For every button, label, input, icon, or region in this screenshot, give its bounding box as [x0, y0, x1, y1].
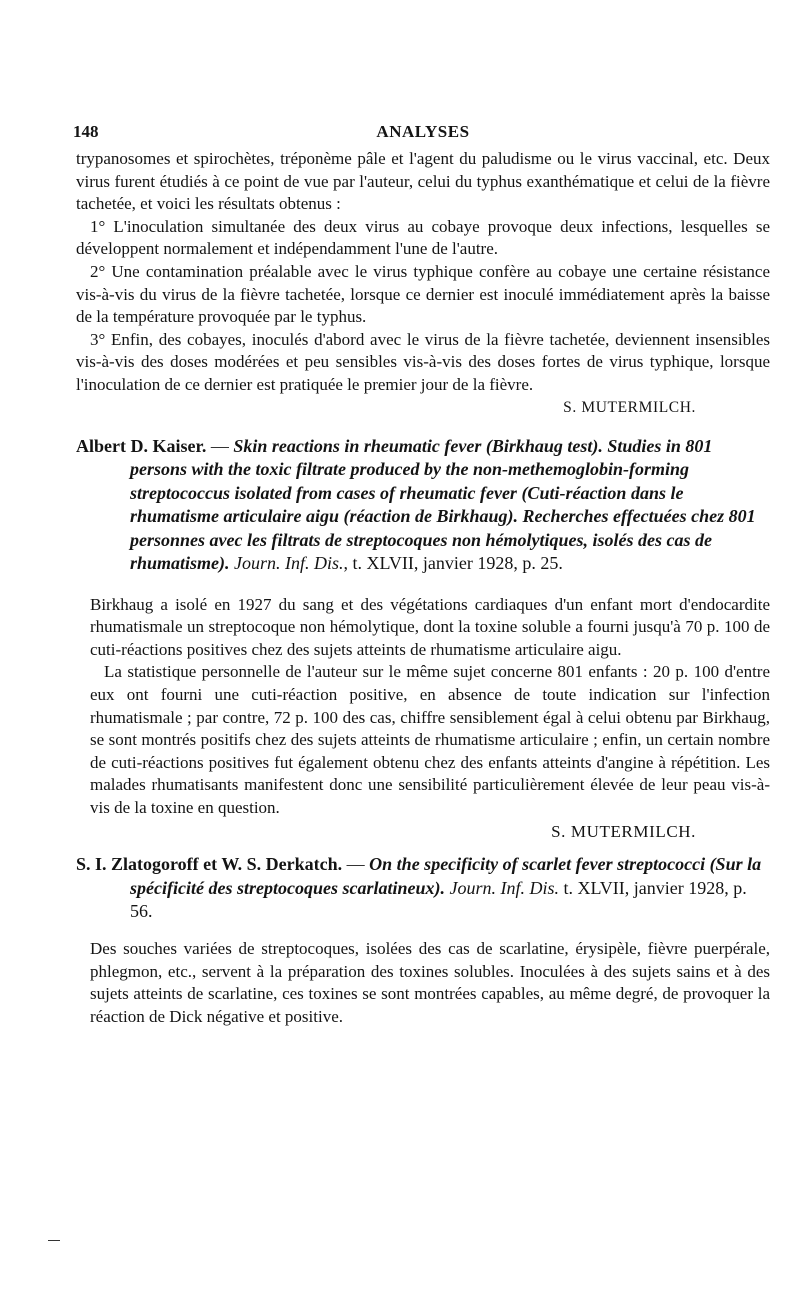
- reference-citation: t. XLVII, janvier 1928, p. 56.: [130, 877, 747, 922]
- reference-dash: —: [206, 435, 234, 456]
- reference-title: On the specificity of scarlet fever streptococci (Sur la spécificité des streptocoques scarlatineux).: [130, 854, 762, 898]
- signature: S. MUTERMILCH.: [563, 398, 696, 416]
- summary-paragraph-1: Des souches variées de streptocoques, isolées des cas de scarlatine, érysipèle, fièvre puerpérale, phlegmon, etc., servent à la préparation des toxines solubles. Inoculées à des sujets sains et à des sujets atteints de scarlatine, ces toxines se sont montrées capables, au même degré, de provoquer la réaction de Dick négative et positive.: [90, 938, 770, 1026]
- reference-journal: Journ. Inf. Dis.: [234, 553, 344, 574]
- page-header: [73, 118, 770, 148]
- reference-dash: —: [342, 854, 370, 875]
- margin-mark: [48, 1240, 60, 1241]
- analysis-section-2: [76, 594, 770, 844]
- intro-paragraph: trypanosomes et spirochètes, tréponème pâle et l'agent du paludisme ou le virus vaccinal, etc. Deux virus furent étudiés à ce point de vue par l'auteur, celui du typhus exanthématique et celui de la fièvre tachetée, et voici les résultats obtenus :: [76, 149, 770, 214]
- journal-page: [73, 118, 770, 1028]
- analysis-section-3: [76, 938, 770, 1028]
- signature: S. MUTERMILCH.: [551, 822, 696, 842]
- reference-kaiser: [76, 435, 770, 576]
- result-item-2: 2° Une contamination préalable avec le virus typhique confère au cobaye une certaine résistance vis-à-vis du virus de la fièvre tachetée, lorsque ce dernier est inoculé immédiatement après la baisse de la température provoquée par le typhus.: [76, 261, 770, 327]
- summary-paragraph-1: Birkhaug a isolé en 1927 du sang et des végétations cardiaques d'un enfant mort d'endocardite rhumatismale un streptocoque non hémolytique, dont la toxine soluble a fourni jusqu'à 70 p. 100 de cuti-réactions positives chez des sujets atteints de rhumatisme articulaire aigu.: [90, 594, 770, 659]
- reference-author: Albert D. Kaiser.: [76, 435, 207, 456]
- page-number: 148: [73, 122, 99, 141]
- summary-paragraph-2: La statistique personnelle de l'auteur sur le même sujet concerne 801 enfants : 20 p. 100 d'entre eux ont fourni une cuti-réaction positive, en absence de toute indication sur l'infection rhumatismale ; par contre, 72 p. 100 des cas, chiffre sensiblement égal à celui obtenu par Birkhaug, se sont montrés positifs chez des sujets atteints de rhumatisme articulaire ; enfin, un certain nombre de cuti-réactions positives fut également obtenu chez des enfants atteints d'angine à répétition. Les malades rhumatisants manifestent donc une sensibilité particulièrement élevée de leur peau vis-à-vis de la toxine en question.: [90, 662, 770, 817]
- reference-title: Skin reactions in rheumatic fever (Birkhaug test). Studies in 801 persons with the toxic filtrate produced by the non-methemoglobin-forming streptococcus isolated from cases of rheumatic fever (Cuti-réaction dans le rhumatisme articulaire aigu (réaction de Birkhaug). Recherches effectuées chez 801 personnes avec les filtrats de streptocoques non hémolytiques, isolés des cas de rhumatisme).: [130, 435, 756, 574]
- reference-citation: , t. XLVII, janvier 1928, p. 25.: [343, 553, 563, 574]
- running-title: ANALYSES: [376, 122, 470, 141]
- reference-author: S. I. Zlatogoroff et W. S. Derkatch.: [76, 854, 343, 875]
- result-item-3: 3° Enfin, des cobayes, inoculés d'abord avec le virus de la fièvre tachetée, deviennent insensibles vis-à-vis des doses modérées et peu sensibles vis-à-vis des doses fortes de virus typhique, lorsque l'inoculation de ce dernier est pratiquée le premier jour de la fièvre.: [76, 329, 770, 394]
- reference-journal: Journ. Inf. Dis.: [449, 877, 559, 898]
- analysis-section-1: [76, 148, 770, 419]
- reference-zlatogoroff: [76, 853, 770, 924]
- result-item-1: 1° L'inoculation simultanée des deux virus au cobaye provoque deux infections, lesquelles se développent normalement et indépendamment l'une de l'autre.: [76, 216, 770, 259]
